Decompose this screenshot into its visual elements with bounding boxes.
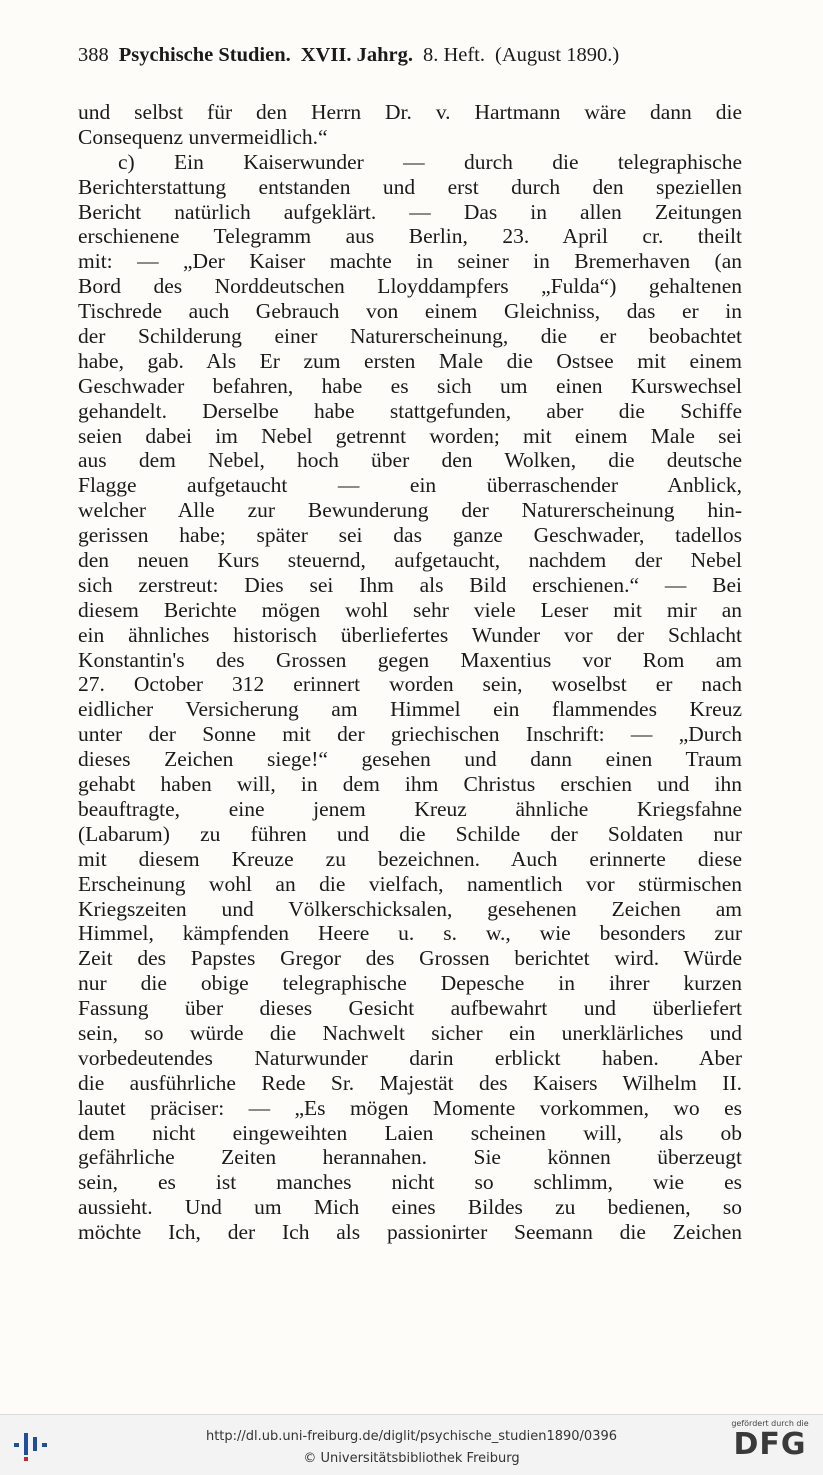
text-line: eidlicher Versicherung am Himmel ein flammendes Kreuz xyxy=(78,697,742,722)
text-line: c) Ein Kaiserwunder — durch die telegraphische xyxy=(118,149,742,174)
text-line: welcher Alle zur Bewunderung der Naturerscheinung hin- xyxy=(78,498,742,523)
text-line: Berichterstattung entstanden und erst durch den speziellen xyxy=(78,174,742,199)
text-line: habe, gab. Als Er zum ersten Male die Ostsee mit einem xyxy=(78,348,742,373)
text-line: vorbedeutendes Naturwunder darin erblickt haben. Aber xyxy=(78,1045,742,1070)
text-line: die ausführliche Rede Sr. Majestät des Kaisers Wilhelm II. xyxy=(78,1070,742,1095)
text-line: mit diesem Kreuze zu bezeichnen. Auch erinnerte diese xyxy=(78,846,742,871)
text-line: Konstantin's des Grossen gegen Maxentius vor Rom am xyxy=(78,647,742,672)
volume-label: XVII. Jahrg. xyxy=(300,44,413,66)
text-line: Zeit des Papstes Gregor des Grossen berichtet wird. Würde xyxy=(78,946,742,971)
dfg-logo-text: DFG xyxy=(733,1427,807,1462)
text-line: erschienene Telegramm aus Berlin, 23. April cr. theilt xyxy=(78,224,742,249)
text-line: Bericht natürlich aufgeklärt. — Das in allen Zeitungen xyxy=(78,199,742,224)
text-line: sein, es ist manches nicht so schlimm, wie es xyxy=(78,1170,742,1195)
issue-label: 8. Heft. xyxy=(422,44,486,66)
text-line: dem nicht eingeweihten Laien scheinen will, als ob xyxy=(78,1120,742,1145)
text-line: 27. October 312 erinnert worden sein, woselbst er nach xyxy=(78,672,742,697)
text-line: ein ähnliches historisch überliefertes Wunder vor der Schlacht xyxy=(78,622,742,647)
text-line: unter der Sonne mit der griechischen Inschrift: — „Durch xyxy=(78,722,742,747)
text-line: diesem Berichte mögen wohl sehr viele Leser mit mir an xyxy=(78,597,742,622)
text-line: seien dabei im Nebel getrennt worden; mit einem Male sei xyxy=(78,423,742,448)
text-line: den neuen Kurs steuernd, aufgetaucht, nachdem der Nebel xyxy=(78,548,742,573)
text-line: Fassung über dieses Gesicht aufbewahrt und überliefert xyxy=(78,996,742,1021)
text-line: aussieht. Und um Mich eines Bildes zu bedienen, so xyxy=(78,1195,742,1220)
permalink-url[interactable]: http://dl.ub.uni-freiburg.de/diglit/psychische_studien1890/0396 xyxy=(205,1429,618,1444)
text-line: sein, so würde die Nachwelt sicher ein unerklärliches und xyxy=(78,1020,742,1045)
text-line: Flagge aufgetaucht — ein überraschender Anblick, xyxy=(78,473,742,498)
viewer-footer xyxy=(0,1414,823,1475)
text-line: aus dem Nebel, hoch über den Wolken, die deutsche xyxy=(78,448,742,473)
text-line: Tischrede auch Gebrauch von einem Gleichniss, das er in xyxy=(78,299,742,324)
text-line: gehabt haben will, in dem ihm Christus erschien und ihn xyxy=(78,772,742,797)
page-number: 388 xyxy=(78,44,109,66)
text-line: nur die obige telegraphische Depesche in ihrer kurzen xyxy=(78,971,742,996)
text-line: dieses Zeichen siege!“ gesehen und dann einen Traum xyxy=(78,747,742,772)
text-line: gefährliche Zeiten herannahen. Sie können überzeugt xyxy=(78,1145,742,1170)
text-line: Geschwader befahren, habe es sich um einen Kurswechsel xyxy=(78,373,742,398)
journal-title: Psychische Studien. xyxy=(118,44,291,66)
running-head xyxy=(78,44,742,67)
text-line: Bord des Norddeutschen Lloyddampfers „Fulda“) gehaltenen xyxy=(78,274,742,299)
issue-date: (August 1890.) xyxy=(495,44,620,66)
text-line: Consequenz unvermeidlich.“ xyxy=(78,124,328,149)
text-line: gehandelt. Derselbe habe stattgefunden, aber die Schiffe xyxy=(78,398,742,423)
text-line: beauftragte, eine jenem Kreuz ähnliche Kriegsfahne xyxy=(78,796,742,821)
text-line: möchte Ich, der Ich als passionirter Seemann die Zeichen xyxy=(78,1220,742,1245)
text-line: Kriegszeiten und Völkerschicksalen, gesehenen Zeichen am xyxy=(78,896,742,921)
text-line: mit: — „Der Kaiser machte in seiner in Bremerhaven (an xyxy=(78,249,742,274)
text-line: gerissen habe; später sei das ganze Geschwader, tadellos xyxy=(78,523,742,548)
text-line: sich zerstreut: Dies sei Ihm als Bild erschienen.“ — Bei xyxy=(78,572,742,597)
dfg-logo[interactable] xyxy=(727,1419,813,1471)
body-text xyxy=(78,100,742,1245)
text-line: lautet präciser: — „Es mögen Momente vorkommen, wo es xyxy=(78,1095,742,1120)
text-line: (Labarum) zu führen und die Schilde der Soldaten nur xyxy=(78,821,742,846)
text-line: und selbst für den Herrn Dr. v. Hartmann wäre dann die xyxy=(78,100,742,124)
copyright-notice: © Universitätsbibliothek Freiburg xyxy=(303,1451,520,1466)
text-line: Erscheinung wohl an die vielfach, namentlich vor stürmischen xyxy=(78,871,742,896)
text-line: Himmel, kämpfenden Heere u. s. w., wie besonders zur xyxy=(78,921,742,946)
text-line: der Schilderung einer Naturerscheinung, die er beobachtet xyxy=(78,324,742,349)
dfg-caption: gefördert durch die xyxy=(731,1419,809,1428)
